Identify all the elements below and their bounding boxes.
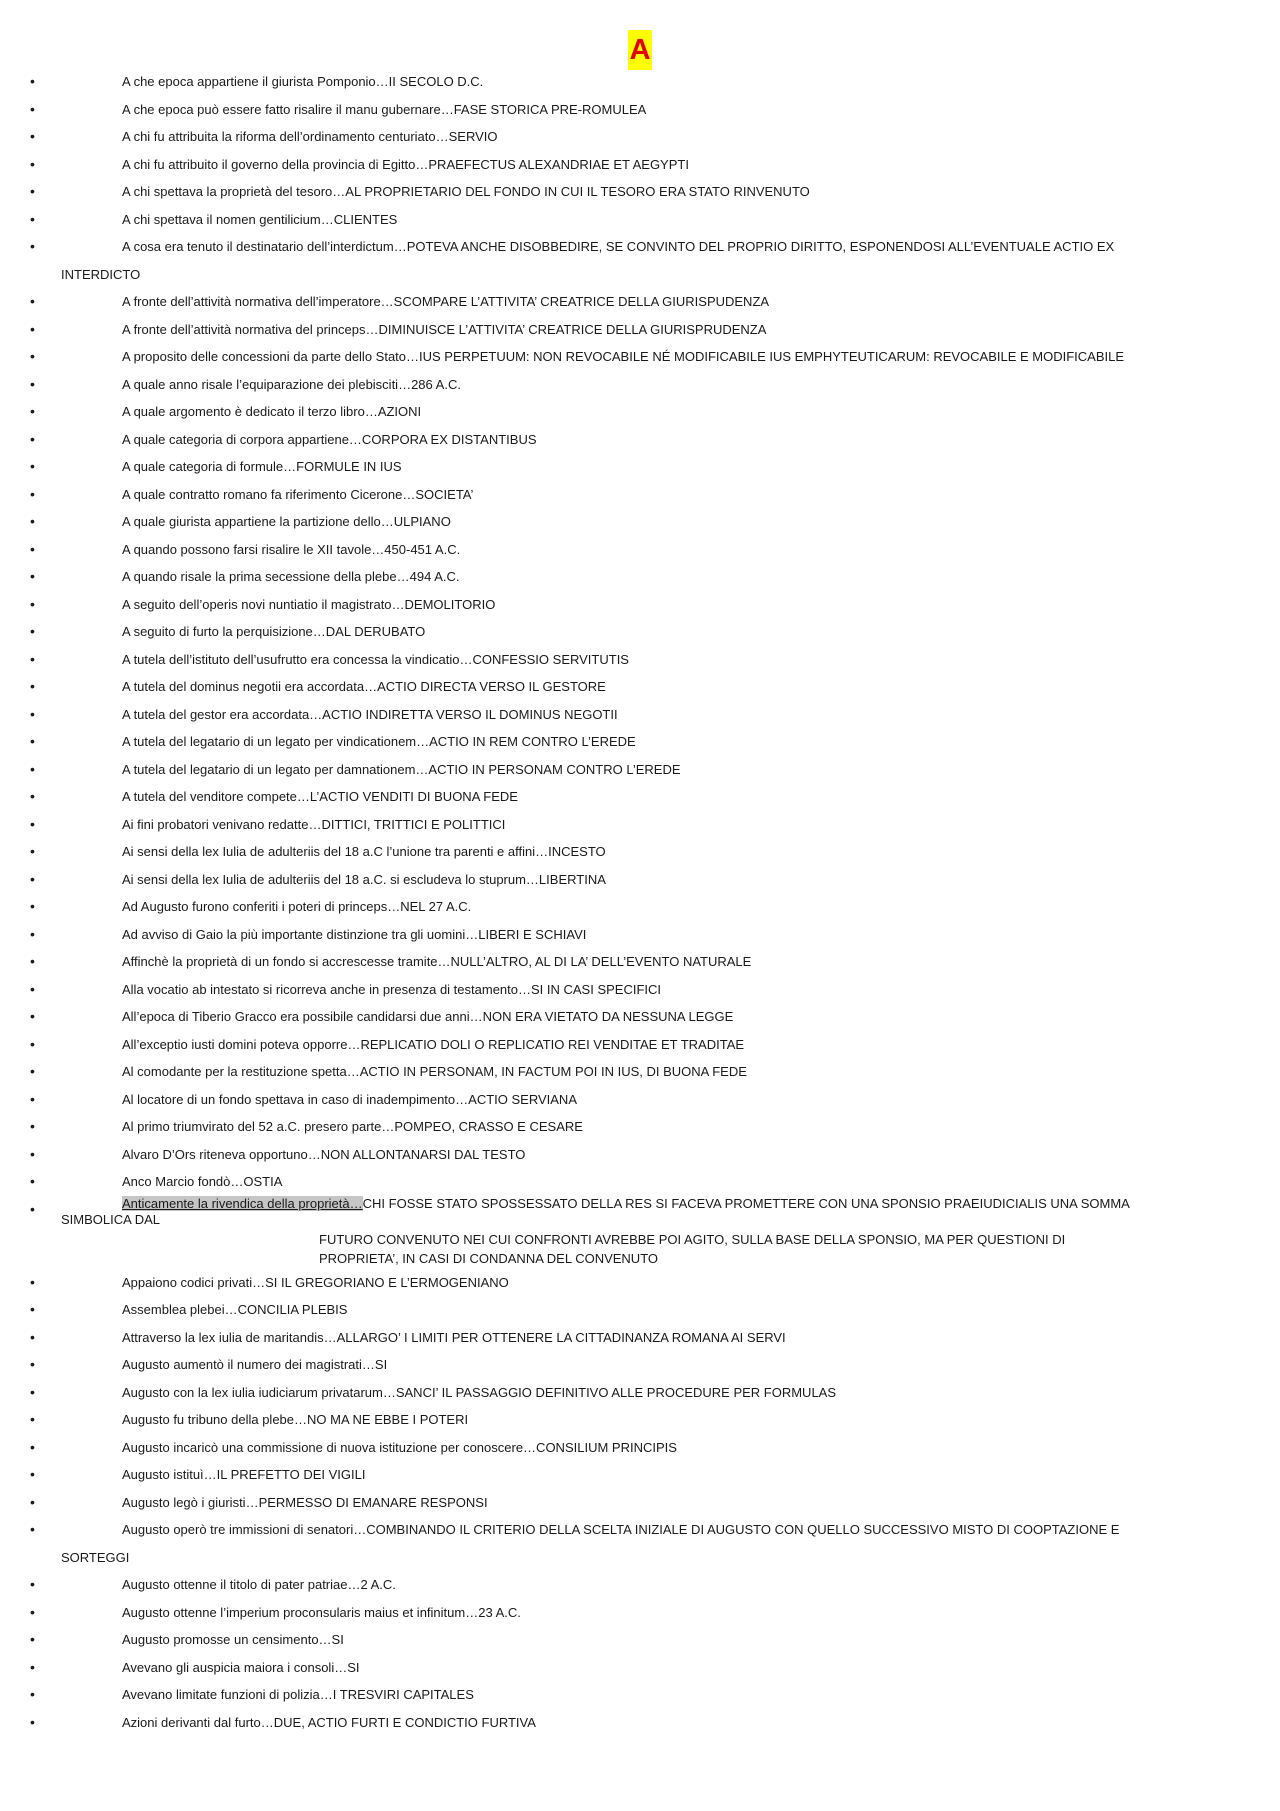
list-item: • A tutela del dominus negotii era accordata…ACTIO DIRECTA VERSO IL GESTORE: [0, 673, 1280, 701]
list-item: • A fronte dell’attività normativa dell’imperatore…SCOMPARE L’ATTIVITA’ CREATRICE DELLA GIURISPUDENZA: [0, 288, 1280, 316]
section-letter-heading: [0, 30, 1280, 70]
list-item: • Alla vocatio ab intestato si ricorreva anche in presenza di testamento…SI IN CASI SPECIFICI: [0, 976, 1280, 1004]
list-item: • A che epoca può essere fatto risalire il manu gubernare…FASE STORICA PRE-ROMULEA: [0, 96, 1280, 124]
list-item: • Augusto con la lex iulia iudiciarum privatarum…SANCI’ IL PASSAGGIO DEFINITIVO ALLE PROCEDURE PER FORMULAS: [0, 1379, 1280, 1407]
list-item: • Attraverso la lex iulia de maritandis…ALLARGO’ I LIMITI PER OTTENERE LA CITTADINANZA ROMANA AI SERVI: [0, 1324, 1280, 1352]
list-item: • A quale giurista appartiene la partizione dello…ULPIANO: [0, 508, 1280, 536]
list-item: • Alvaro D’Ors riteneva opportuno…NON ALLONTANARSI DAL TESTO: [0, 1141, 1280, 1169]
list-item: • Avevano limitate funzioni di polizia…I TRESVIRI CAPITALES: [0, 1681, 1280, 1709]
list-item: • A chi fu attribuito il governo della provincia di Egitto…PRAEFECTUS ALEXANDRIAE ET AEGYPTI: [0, 151, 1280, 179]
list-item: • A chi spettava la proprietà del tesoro…AL PROPRIETARIO DEL FONDO IN CUI IL TESORO ERA STATO RINVENUTO: [0, 178, 1280, 206]
list-item: • Al primo triumvirato del 52 a.C. presero parte…POMPEO, CRASSO E CESARE: [0, 1113, 1280, 1141]
list-item: • Augusto incaricò una commissione di nuova istituzione per conoscere…CONSILIUM PRINCIPIS: [0, 1434, 1280, 1462]
list-item: • Augusto ottenne il titolo di pater patriae…2 A.C.: [0, 1571, 1280, 1599]
list-item: • A tutela del gestor era accordata…ACTIO INDIRETTA VERSO IL DOMINUS NEGOTII: [0, 701, 1280, 729]
list-item: • All’exceptio iusti domini poteva opporre…REPLICATIO DOLI O REPLICATIO REI VENDITAE ET TRADITAE: [0, 1031, 1280, 1059]
list-item: • All’epoca di Tiberio Gracco era possibile candidarsi due anni…NON ERA VIETATO DA NESSUNA LEGGE: [0, 1003, 1280, 1031]
list-item: • Augusto ottenne l’imperium proconsularis maius et infinitum…23 A.C.: [0, 1599, 1280, 1627]
list-item: • Augusto promosse un censimento…SI: [0, 1626, 1280, 1654]
list-item-highlighted: • Anticamente la rivendica della proprietà…CHI FOSSE STATO SPOSSESSATO DELLA RES SI FACEVA PROMETTERE CON UNA SPONSIO PRAEIUDICIALIS UNA SOMMA SIMBOLICA DAL FUTURO CONVENUTO NEI CUI CONFRONTI AVREBBE POI AGITO, SULLA BASE DELLA SPONSIO, MA PER QUESTIONI DI PROPRIETA’, IN CASI DI CONDANNA DEL CONVENUTO: [0, 1196, 1280, 1268]
list-item: • Ai sensi della lex Iulia de adulteriis del 18 a.C. si escludeva lo stuprum…LIBERTINA: [0, 866, 1280, 894]
list-item: • A chi spettava il nomen gentilicium…CLIENTES: [0, 206, 1280, 234]
list-item: • Ai sensi della lex Iulia de adulteriis del 18 a.C l’unione tra parenti e affini…INCESTO: [0, 838, 1280, 866]
list-item: • A quando possono farsi risalire le XII tavole…450-451 A.C.: [0, 536, 1280, 564]
list-item: • Al locatore di un fondo spettava in caso di inadempimento…ACTIO SERVIANA: [0, 1086, 1280, 1114]
section-letter: A: [628, 30, 653, 70]
list-item: • Ad avviso di Gaio la più importante distinzione tra gli uomini…LIBERI E SCHIAVI: [0, 921, 1280, 949]
list-item: • A quale anno risale l’equiparazione dei plebisciti…286 A.C.: [0, 371, 1280, 399]
list-item: • A quale categoria di formule…FORMULE IN IUS: [0, 453, 1280, 481]
list-item: • A che epoca appartiene il giurista Pomponio…II SECOLO D.C.: [0, 68, 1280, 96]
highlighted-question[interactable]: Anticamente la rivendica della proprietà…: [122, 1195, 363, 1211]
list-item: • Assemblea plebei…CONCILIA PLEBIS: [0, 1296, 1280, 1324]
list-item: • A tutela del legatario di un legato per damnationem…ACTIO IN PERSONAM CONTRO L’EREDE: [0, 756, 1280, 784]
list-item: • A quando risale la prima secessione della plebe…494 A.C.: [0, 563, 1280, 591]
continuation-text: FUTURO CONVENUTO NEI CUI CONFRONTI AVREBBE POI AGITO, SULLA BASE DELLA SPONSIO, MA PER QUESTIONI DI PROPRIETA’, IN CASI DI CONDANNA DEL CONVENUTO: [319, 1231, 1066, 1266]
list-item: • Avevano gli auspicia maiora i consoli…SI: [0, 1654, 1280, 1682]
list-item: • Affinchè la proprietà di un fondo si accrescesse tramite…NULL’ALTRO, AL DI LA’ DELL’EVENTO NATURALE: [0, 948, 1280, 976]
list-item: • Ai fini probatori venivano redatte…DITTICI, TRITTICI E POLITTICI: [0, 811, 1280, 839]
list-item: • Anco Marcio fondò…OSTIA: [0, 1168, 1280, 1196]
list-item: • Augusto operò tre immissioni di senatori…COMBINANDO IL CRITERIO DELLA SCELTA INIZIALE DI AUGUSTO CON QUELLO SUCCESSIVO MISTO DI COOPTAZIONE E SORTEGGI: [0, 1516, 1280, 1571]
question-list: [0, 68, 1280, 1736]
list-item: • A quale argomento è dedicato il terzo libro…AZIONI: [0, 398, 1280, 426]
list-item: • Ad Augusto furono conferiti i poteri di princeps…NEL 27 A.C.: [0, 893, 1280, 921]
list-item: • A seguito di furto la perquisizione…DAL DERUBATO: [0, 618, 1280, 646]
list-item: • A cosa era tenuto il destinatario dell’interdictum…POTEVA ANCHE DISOBBEDIRE, SE CONVINTO DEL PROPRIO DIRITTO, ESPONENDOSI ALL’EVENTUALE ACTIO EX INTERDICTO: [0, 233, 1280, 288]
list-item: • A seguito dell’operis novi nuntiatio il magistrato…DEMOLITORIO: [0, 591, 1280, 619]
list-item: • A proposito delle concessioni da parte dello Stato…IUS PERPETUUM: NON REVOCABILE NÉ MODIFICABILE IUS EMPHYTEUTICARUM: REVOCABILE E MODIFICABILE: [0, 343, 1280, 371]
list-item: • Azioni derivanti dal furto…DUE, ACTIO FURTI E CONDICTIO FURTIVA: [0, 1709, 1280, 1737]
list-item: • Appaiono codici privati…SI IL GREGORIANO E L’ERMOGENIANO: [0, 1269, 1280, 1297]
list-item: • A tutela del venditore compete…L’ACTIO VENDITI DI BUONA FEDE: [0, 783, 1280, 811]
list-item: • Al comodante per la restituzione spetta…ACTIO IN PERSONAM, IN FACTUM POI IN IUS, DI BUONA FEDE: [0, 1058, 1280, 1086]
list-item: • Augusto fu tribuno della plebe…NO MA NE EBBE I POTERI: [0, 1406, 1280, 1434]
list-item: • A quale categoria di corpora appartiene…CORPORA EX DISTANTIBUS: [0, 426, 1280, 454]
list-item: • Augusto legò i giuristi…PERMESSO DI EMANARE RESPONSI: [0, 1489, 1280, 1517]
list-item: • A fronte dell’attività normativa del princeps…DIMINUISCE L’ATTIVITA’ CREATRICE DELLA GIURISPRUDENZA: [0, 316, 1280, 344]
list-item: • A tutela del legatario di un legato per vindicationem…ACTIO IN REM CONTRO L’EREDE: [0, 728, 1280, 756]
list-item: • Augusto istituì…IL PREFETTO DEI VIGILI: [0, 1461, 1280, 1489]
list-item: • A chi fu attribuita la riforma dell’ordinamento centuriato…SERVIO: [0, 123, 1280, 151]
list-item: • A tutela dell’istituto dell’usufrutto era concessa la vindicatio…CONFESSIO SERVITUTIS: [0, 646, 1280, 674]
list-item: • Augusto aumentò il numero dei magistrati…SI: [0, 1351, 1280, 1379]
list-item: • A quale contratto romano fa riferimento Cicerone…SOCIETA’: [0, 481, 1280, 509]
